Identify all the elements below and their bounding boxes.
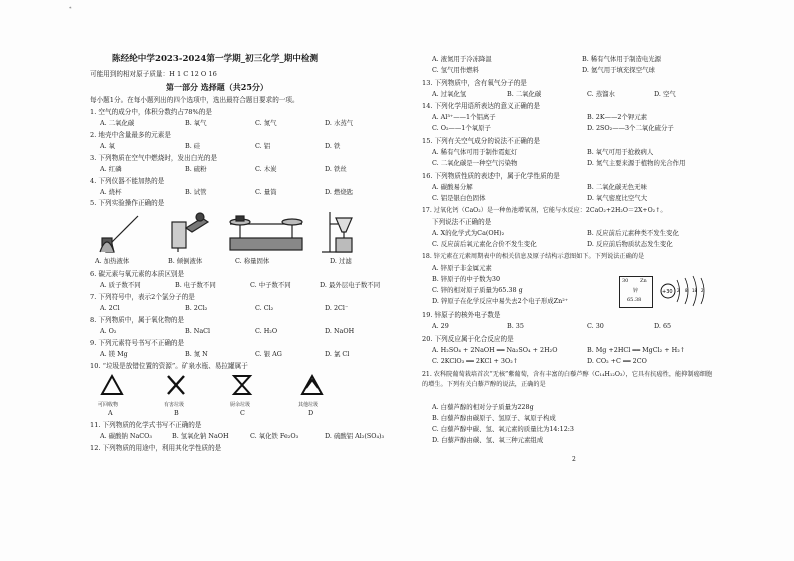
option: D. 最外层电子数不同	[320, 281, 381, 289]
margin-mark: *	[69, 6, 72, 12]
question-stem: 7. 下列符号中，表示2个氯分子的是	[90, 293, 195, 301]
option: D. 氦气用于填充探空气球	[582, 66, 655, 74]
option: C. 蒸馏水	[587, 90, 615, 98]
shell-electrons: 2	[701, 288, 704, 293]
option: D. 过滤	[330, 257, 352, 265]
option: C. 氧化铁 Fe₂O₃	[250, 432, 299, 440]
question-stem: 10. “垃圾是放错位置的资源”。矿泉水瓶、易拉罐属于	[90, 362, 248, 370]
balance-scale-icon	[230, 216, 302, 250]
option: B. 电子数不同	[175, 281, 216, 289]
option: B. 二氧化碳无色无味	[587, 183, 647, 191]
option: B. 2Cl₂	[185, 304, 208, 312]
option: A. 液氮用于冷冻降温	[432, 55, 492, 63]
bin-label: 其他垃圾	[298, 402, 319, 408]
option: B. 倾倒液体	[168, 257, 203, 265]
hazardous-waste-icon	[168, 376, 184, 394]
option: D. 锌原子在化学反应中易失去2个电子形成Zn²⁺	[432, 297, 569, 305]
option: C. 银 AG	[255, 350, 282, 358]
question-stem: 16. 下列物质性质的表述中，属于化学性质的是	[422, 172, 560, 180]
option: C. 30	[587, 322, 604, 330]
option: D. 反应前后物质状态发生变化	[587, 240, 673, 248]
option: C. 白藜芦醇中碳、氢、氧元素的质量比为14:12:3	[432, 425, 575, 433]
option: D	[308, 409, 314, 417]
option: B. 硫粉	[185, 165, 207, 173]
option: A. 镁 Mg	[100, 350, 128, 358]
option: A. 稀有气体可用于制作霓虹灯	[432, 148, 518, 156]
question-stem: 1. 空气的成分中，体积分数约占78%的是	[90, 108, 212, 116]
option: B. 锌原子的中子数为30	[432, 275, 501, 283]
element-symbol: Zn	[640, 278, 647, 284]
option: D. NaOH	[325, 327, 355, 335]
lab-operation-figures	[90, 208, 425, 256]
option: C. 锌的相对原子质量为65.38 g	[432, 286, 523, 294]
option: A. 2Cl	[100, 304, 120, 312]
question-stem: 11. 下列物质的化学式书写不正确的是	[90, 421, 202, 429]
option: C. 称量固体	[235, 257, 270, 265]
shell-electrons: 18	[692, 288, 698, 293]
question-stem: 4. 下列仪器不能加热的是	[90, 177, 165, 185]
question-stem: 2. 地壳中含量最多的元素是	[90, 131, 171, 139]
option: C. 铝是银白色固体	[432, 194, 486, 202]
recycle-symbols	[90, 372, 425, 398]
question-stem: 20. 下列反应属于化合反应的是	[422, 335, 514, 343]
option: C. 中子数不同	[250, 281, 291, 289]
option: B. 35	[507, 322, 524, 330]
option: B. 试管	[185, 188, 207, 196]
question-stem: 12. 下列物质的用途中，利用其化学性质的是	[90, 444, 222, 452]
question-stem: 5. 下列实验操作正确的是	[90, 199, 165, 207]
option: A. H₂SO₄ + 2NaOH ══ Na₂SO₄ + 2H₂O	[432, 346, 558, 354]
question-stem: 13. 下列物质中，含有氧气分子的是	[422, 79, 527, 87]
bin-label: 可回收物	[98, 402, 119, 408]
option: A. Al³⁺——1个铝离子	[432, 113, 496, 121]
option: D. 燃烧匙	[325, 188, 354, 196]
question-stem: 6. 碳元素与氧元素的本质区别是	[90, 270, 185, 278]
option: C. O₂——1个氧原子	[432, 124, 491, 132]
option: D. 65	[654, 322, 672, 330]
option: B. 硅	[185, 142, 201, 150]
option: D. 硫酸铝 Al₂(SO₄)₃	[325, 432, 385, 440]
option: B. 氧气可用于抢救病人	[587, 148, 654, 156]
option: A. 碳酸易分解	[432, 183, 473, 191]
option: B. 氢氧化钠 NaOH	[172, 432, 229, 440]
question-stem: 19. 锌原子的核外电子数是	[422, 311, 501, 319]
shell-electrons: 8	[685, 288, 688, 293]
option: B. 反应前后元素种类不发生变化	[587, 229, 679, 237]
option: C. 2KClO₃ ══ 2KCl + 3O₂↑	[432, 357, 519, 365]
question-stem: 14. 下列化学用语所表达的意义正确的是	[422, 102, 541, 110]
option: A. 红磷	[100, 165, 122, 173]
section-heading: 第一部分 选择题（共25分）	[166, 82, 268, 92]
question-note: 下列说法不正确的是	[432, 218, 492, 226]
option: B. 稀有气体用于制造电光源	[582, 55, 662, 63]
option: D. 氧气密度比空气大	[587, 194, 648, 202]
atom-structure-diagram	[656, 274, 712, 308]
option: A. 锌原子非金属元素	[432, 264, 492, 272]
bin-label: 厨余垃圾	[230, 402, 251, 408]
option: D. 铁丝	[325, 165, 347, 173]
option: A. 29	[432, 322, 449, 330]
question-stem: 21. 农科院葡萄栽培首次“无核”紫葡萄，含有丰富的白藜芦醇（C₁₄H₁₂O₃），它具有抗癌性，能抑制癌细胞的增生。下列有关白藜芦醇的说法，正确的是	[422, 371, 713, 388]
atomic-mass: 65.38	[627, 297, 642, 303]
option: C. 氮气	[255, 119, 277, 127]
question-stem: 3. 下列物质在空气中燃烧时，发出白光的是	[90, 154, 218, 162]
option: B. 氧气	[185, 119, 207, 127]
option: A. 碳酸钠 NaCO₃	[100, 432, 152, 440]
filtration-icon	[322, 212, 352, 252]
question-stem: 8. 下列物质中，属于氧化物的是	[90, 316, 185, 324]
option: D. 水蒸气	[325, 119, 354, 127]
periodic-table-cell	[619, 276, 653, 308]
option: B. 2K——2个钾元素	[587, 113, 648, 121]
shell-electrons: 2	[677, 288, 680, 293]
option: B. NaCl	[185, 327, 211, 335]
option: C. 铝	[255, 142, 271, 150]
other-waste-icon	[302, 376, 322, 394]
option: D. 2Cl⁻	[325, 304, 349, 312]
recycle-icon	[102, 376, 122, 394]
option: B. 二氧化碳	[507, 90, 542, 98]
section-instruction: 每小题1分。在每小题列出的四个选项中，选出最符合题目要求的一项。	[90, 96, 299, 104]
element-name: 锌	[633, 288, 639, 294]
option: D. CO₂ +C ══ 2CO	[587, 357, 647, 365]
option: A. 过氧化氢	[432, 90, 467, 98]
heating-liquid-icon	[100, 216, 138, 252]
nucleus-charge: +30	[662, 289, 673, 295]
option: D. 2SO₂——3个二氧化硫分子	[587, 124, 674, 132]
page-title: 陈经纶中学2023-2024第一学期_初三化学_期中检测	[112, 54, 319, 64]
option: B. 氮 N	[185, 350, 208, 358]
option: A	[108, 409, 113, 417]
option: C. 反应前后氧元素化合价不发生变化	[432, 240, 537, 248]
option: A. X的化学式为Ca(OH)₂	[432, 229, 505, 237]
option: A. 二氧化碳	[100, 119, 135, 127]
question-stem: 15. 下列有关空气成分的说法不正确的是	[422, 137, 541, 145]
option: B. Mg +2HCl ══ MgCl₂ + H₂↑	[587, 346, 686, 354]
question-stem: 17. 过氧化钙（CaO₂）是一种鱼池增氧剂，它能与水反应：2CaO₂+2H₂O＝2X+O₂↑。	[422, 207, 667, 214]
option: A. 烧杯	[100, 188, 122, 196]
atomic-masses: 可能用到的相对原子质量：H 1 C 12 O 16	[90, 70, 217, 78]
option: C. 氢气用作燃料	[432, 66, 480, 74]
option: A. 质子数不同	[100, 281, 141, 289]
option: C. 木炭	[255, 165, 277, 173]
option: B. 白藜芦醇由碳原子、氢原子、氧原子构成	[432, 414, 556, 422]
page-number: 2	[572, 456, 576, 463]
option: D. 氮气主要来源于植物的光合作用	[587, 159, 686, 167]
option: D. 铁	[325, 142, 341, 150]
atomic-number: 30	[622, 278, 629, 284]
option: C. H₂O	[255, 327, 278, 335]
option: B	[174, 409, 179, 417]
option: D. 氯 Cl	[325, 350, 350, 358]
lab-apparatus-illustration	[90, 208, 425, 256]
option: D. 白藜芦醇由碳、氢、氧三种元素组成	[432, 436, 544, 444]
bin-label: 有害垃圾	[164, 402, 185, 408]
option: C. 量筒	[255, 188, 277, 196]
question-stem: 9. 下列元素符号书写不正确的是	[90, 339, 185, 347]
option: A. O₂	[100, 327, 117, 335]
option: A. 加热液体	[95, 257, 130, 265]
kitchen-waste-icon	[234, 376, 250, 394]
option: A. 白藜芦醇的相对分子质量为228g	[432, 403, 534, 411]
option: C. 二氧化碳是一种空气污染物	[432, 159, 518, 167]
option: D. 空气	[654, 90, 676, 98]
option: A. 氧	[100, 142, 116, 150]
option: C. Cl₂	[255, 304, 274, 312]
option: C	[240, 409, 245, 417]
question-stem: 18. 锌元素在元素周期表中的相关信息及原子结构示意图如下。下列说法正确的是	[422, 253, 645, 260]
pouring-liquid-icon	[172, 213, 208, 252]
